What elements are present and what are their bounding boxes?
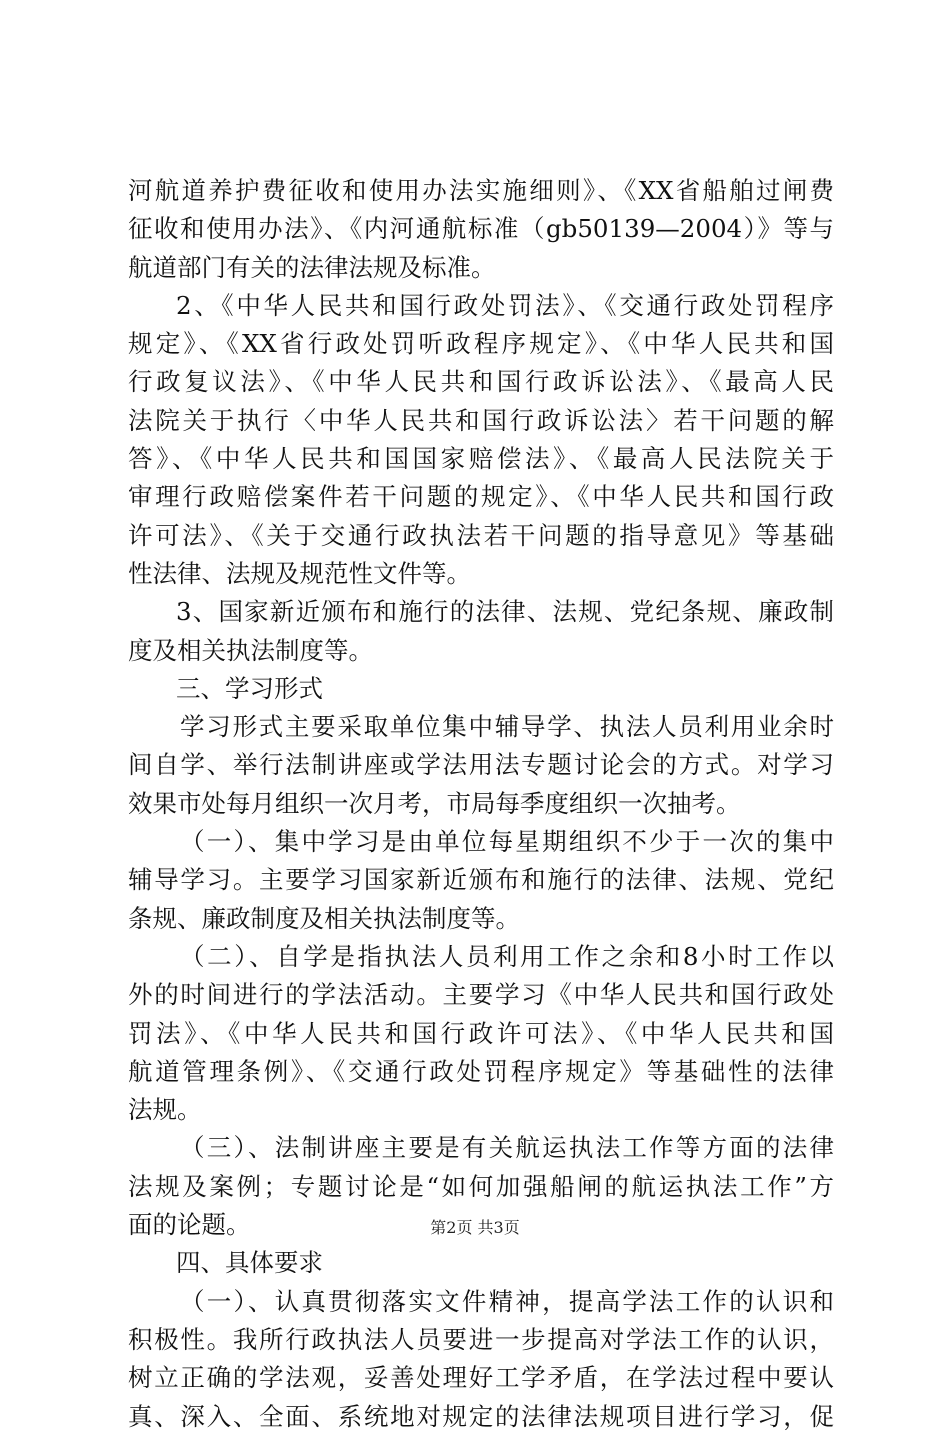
text-line: 辅导学习。主要学习国家新近颁布和施行的法律、法规、党纪 <box>128 865 834 895</box>
text-line: 面的论题。 <box>128 1210 251 1240</box>
text-line: 航道管理条例》、《交通行政处罚程序规定》等基础性的法律 <box>128 1056 834 1086</box>
text-line: 航道部门有关的法律法规及标准。 <box>128 252 496 282</box>
text-line: 规定》、《XX省行政处罚听政程序规定》、《中华人民共和国 <box>128 329 834 359</box>
text-line: 真、深入、全面、系统地对规定的法律法规项目进行学习，促 <box>128 1401 834 1431</box>
text-line: （一）、认真贯彻落实文件精神，提高学法工作的认识和 <box>180 1286 834 1316</box>
text-line: 3、国家新近颁布和施行的法律、法规、党纪条规、廉政制 <box>176 597 834 627</box>
text-line: 外的时间进行的学法活动。主要学习《中华人民共和国行政处 <box>128 980 834 1010</box>
text-line: 行政复议法》、《中华人民共和国行政诉讼法》、《最高人民 <box>128 367 834 397</box>
text-line: 2、《中华人民共和国行政处罚法》、《交通行政处罚程序 <box>176 290 834 320</box>
text-line: 学习形式主要采取单位集中辅导学、执法人员利用业余时 <box>180 712 834 742</box>
page-footer: 第2页 共3页 <box>430 1218 520 1237</box>
text-line: 条规、廉政制度及相关执法制度等。 <box>128 903 520 933</box>
text-line: 法规及案例；专题讨论是“如何加强船闸的航运执法工作”方 <box>128 1171 834 1201</box>
text-line: 积极性。我所行政执法人员要进一步提高对学法工作的认识， <box>128 1324 834 1354</box>
text-line: 效果市处每月组织一次月考，市局每季度组织一次抽考。 <box>128 788 741 818</box>
text-line: 许可法》、《关于交通行政执法若干问题的指导意见》等基础 <box>128 520 834 550</box>
text-line: 法院关于执行〈中华人民共和国行政诉讼法〉若干问题的解 <box>128 405 834 435</box>
text-line: 三、学习形式 <box>176 673 323 703</box>
text-line: 法规。 <box>128 1095 202 1125</box>
text-line: 树立正确的学法观，妥善处理好工学矛盾，在学法过程中要认 <box>128 1363 834 1393</box>
text-line: （三）、法制讲座主要是有关航运执法工作等方面的法律 <box>180 1133 834 1163</box>
text-line: 四、具体要求 <box>176 1248 323 1278</box>
text-line: 度及相关执法制度等。 <box>128 635 373 665</box>
text-line: 审理行政赔偿案件若干问题的规定》、《中华人民共和国行政 <box>128 482 834 512</box>
text-line: （一）、集中学习是由单位每星期组织不少于一次的集中 <box>180 827 834 857</box>
document-body <box>128 172 834 1436</box>
text-line: 间自学、举行法制讲座或学法用法专题讨论会的方式。对学习 <box>128 750 834 780</box>
text-line: 答》、《中华人民共和国国家赔偿法》、《最高人民法院关于 <box>128 444 834 474</box>
text-line: 罚法》、《中华人民共和国行政许可法》、《中华人民共和国 <box>128 1018 834 1048</box>
text-line: 河航道养护费征收和使用办法实施细则》、《XX省船舶过闸费 <box>128 176 834 205</box>
text-line: （二）、自学是指执法人员利用工作之余和8小时工作以 <box>180 941 834 971</box>
text-line: 征收和使用办法》、《内河通航标准（gb50139—2004）》等与 <box>128 214 834 244</box>
text-line: 性法律、法规及规范性文件等。 <box>128 558 471 588</box>
